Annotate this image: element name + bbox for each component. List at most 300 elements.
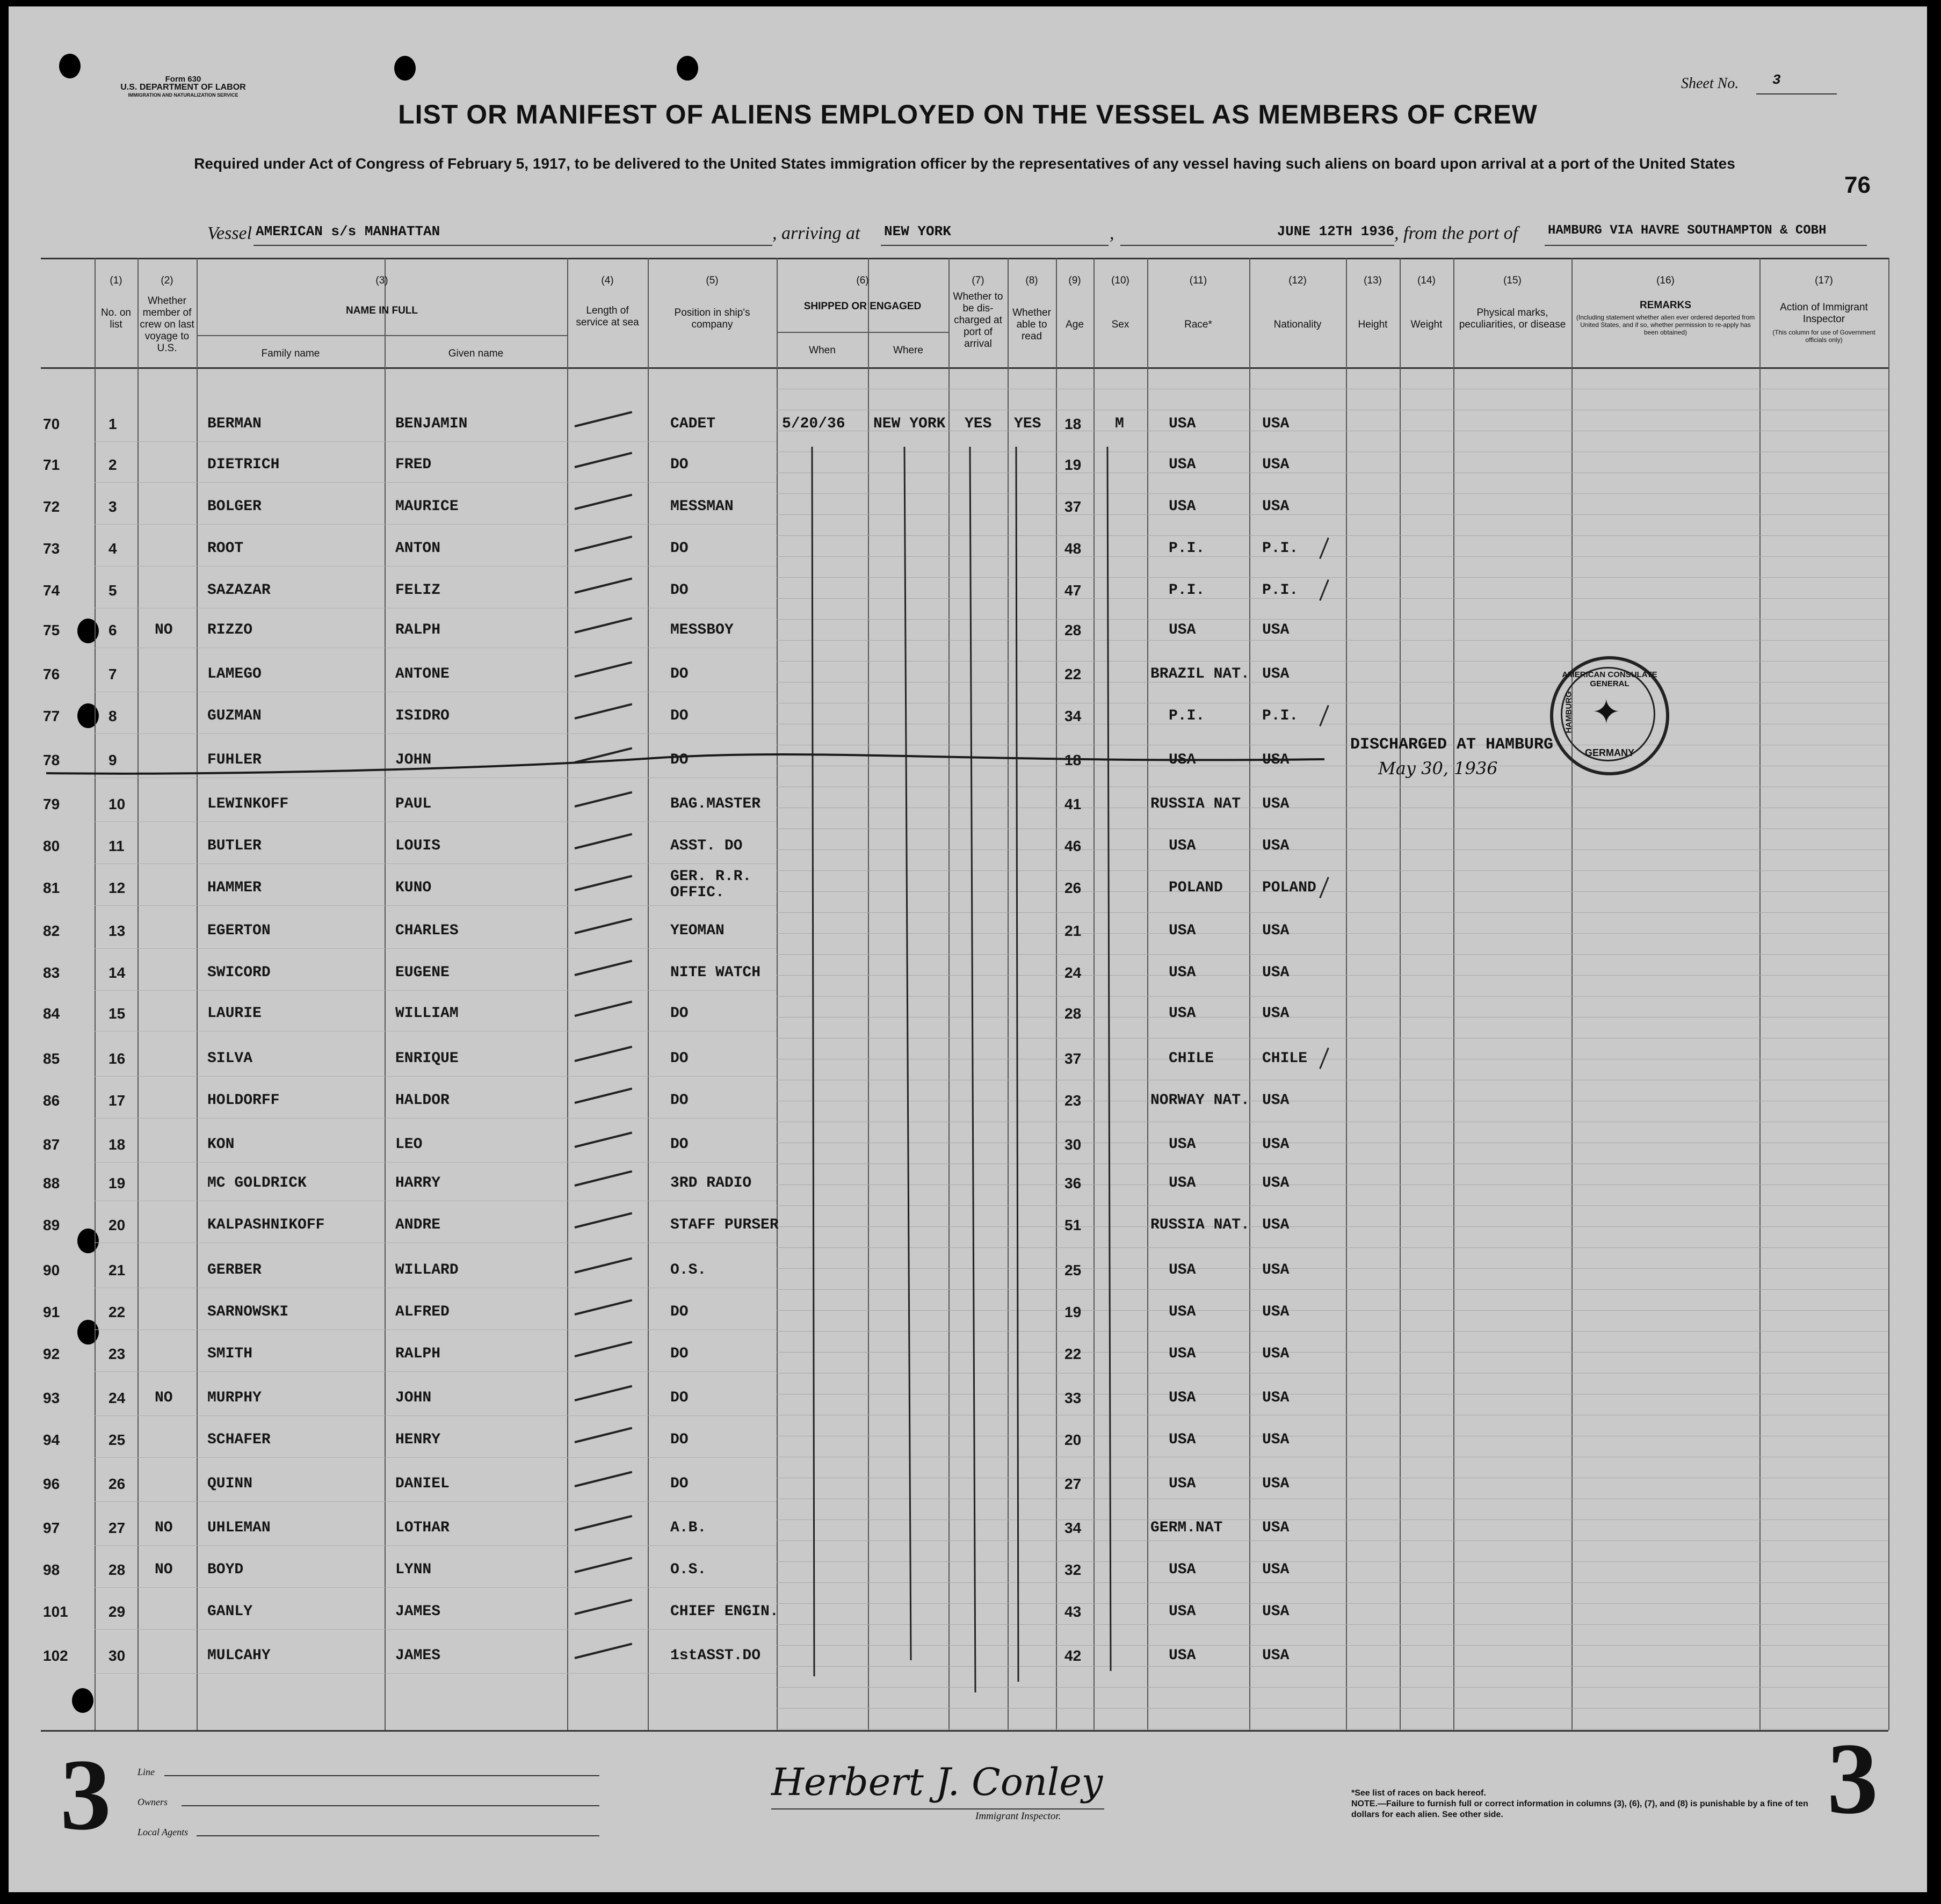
- stamp-text-top: AMERICAN CONSULATE GENERAL: [1562, 670, 1657, 688]
- inspector-label: Immigrant Inspector.: [975, 1811, 1061, 1822]
- col-num: (3): [375, 275, 388, 286]
- header-when: When: [809, 345, 836, 356]
- given-name-cell: RALPH: [395, 622, 441, 638]
- header-able-read: Whether able to read: [1012, 307, 1051, 342]
- list-number: 20: [108, 1217, 126, 1233]
- nationality-cell: USA: [1262, 1092, 1290, 1109]
- race-cell: USA: [1169, 1476, 1196, 1492]
- manifest-sheet: [9, 6, 1927, 1892]
- position-cell: MESSBOY: [670, 622, 734, 638]
- age-cell: 22: [1064, 666, 1082, 682]
- race-cell: USA: [1169, 416, 1196, 432]
- when-cell: 5/20/36: [782, 416, 845, 432]
- family-name-cell: GUZMAN: [207, 708, 262, 724]
- margin-number: 70: [43, 416, 60, 432]
- position-cell: DO: [670, 582, 689, 599]
- from-port: HAMBURG VIA HAVRE SOUTHAMPTON & COBH: [1548, 223, 1827, 238]
- header-action-note: (This column for use of Government officials only): [1772, 329, 1875, 344]
- margin-number: 92: [43, 1346, 60, 1362]
- race-cell: USA: [1169, 1175, 1196, 1191]
- stamp-text-left: HAMBURG: [1564, 691, 1574, 733]
- header-last-voyage: Whether member of crew on last voyage to U.S.: [140, 295, 194, 354]
- margin-number: 80: [43, 838, 60, 854]
- age-cell: 25: [1064, 1262, 1082, 1278]
- line-label: Line: [137, 1767, 155, 1777]
- age-cell: 41: [1064, 796, 1082, 812]
- position-cell: O.S.: [670, 1262, 707, 1278]
- given-name-cell: ANTON: [395, 540, 441, 557]
- race-cell: USA: [1169, 1304, 1196, 1320]
- header-no-on-list: No. on list: [101, 307, 131, 330]
- col-num: (4): [601, 275, 614, 286]
- margin-number: 101: [43, 1603, 68, 1620]
- department: U.S. DEPARTMENT OF LABOR: [120, 83, 246, 92]
- family-name-cell: BOLGER: [207, 498, 262, 515]
- last-voyage-cell: NO: [155, 1561, 173, 1578]
- list-number: 21: [108, 1262, 126, 1278]
- family-name-cell: UHLEMAN: [207, 1520, 271, 1536]
- from-label: , from the port of: [1394, 223, 1518, 243]
- position-cell: DO: [670, 1431, 689, 1448]
- age-cell: 42: [1064, 1647, 1082, 1664]
- family-name-cell: LAURIE: [207, 1005, 262, 1022]
- age-cell: 19: [1064, 456, 1082, 473]
- list-number: 6: [108, 622, 117, 638]
- family-name-cell: EGERTON: [207, 922, 271, 939]
- footer-notes: [1351, 1788, 1835, 1820]
- age-cell: 30: [1064, 1136, 1082, 1153]
- inspector-signature: Herbert J. Conley: [771, 1760, 1103, 1804]
- list-number: 29: [108, 1603, 126, 1620]
- given-name-cell: CHARLES: [395, 922, 459, 939]
- list-number: 1: [108, 416, 117, 432]
- nationality-cell: USA: [1262, 456, 1290, 473]
- header-race: Race*: [1184, 319, 1212, 330]
- margin-number: 102: [43, 1647, 68, 1664]
- margin-number: 84: [43, 1005, 60, 1022]
- last-voyage-cell: NO: [155, 622, 173, 638]
- nationality-cell: USA: [1262, 1217, 1290, 1233]
- arriving-port: NEW YORK: [884, 223, 951, 239]
- position-cell: CADET: [670, 416, 716, 432]
- nationality-cell: P.I.: [1262, 540, 1299, 557]
- margin-number: 75: [43, 622, 60, 638]
- header-action: Action of Immigrant Inspector: [1780, 302, 1868, 325]
- race-cell: USA: [1169, 752, 1196, 768]
- list-number: 5: [108, 582, 117, 599]
- big-sheet-number-left: 3: [60, 1739, 111, 1851]
- age-cell: 19: [1064, 1304, 1082, 1320]
- given-name-cell: LEO: [395, 1136, 423, 1153]
- margin-number: 77: [43, 708, 60, 724]
- nationality-cell: USA: [1262, 1647, 1290, 1664]
- discharged-cell: YES: [965, 416, 992, 432]
- age-cell: 27: [1064, 1476, 1082, 1492]
- given-name-cell: FELIZ: [395, 582, 441, 599]
- margin-number: 93: [43, 1390, 60, 1406]
- family-name-cell: KALPASHNIKOFF: [207, 1217, 325, 1233]
- margin-number: 98: [43, 1561, 60, 1578]
- given-name-cell: JAMES: [395, 1603, 441, 1620]
- family-name-cell: GANLY: [207, 1603, 253, 1620]
- position-cell: DO: [670, 1005, 689, 1022]
- margin-number: 85: [43, 1050, 60, 1067]
- col-num: (15): [1503, 275, 1522, 286]
- position-cell: DO: [670, 752, 689, 768]
- margin-number: 76: [43, 666, 60, 682]
- margin-number: 79: [43, 796, 60, 812]
- given-name-cell: WILLIAM: [395, 1005, 459, 1022]
- race-cell: USA: [1169, 1431, 1196, 1448]
- given-name-cell: PAUL: [395, 796, 432, 812]
- col-num: (6): [856, 275, 869, 286]
- position-cell: DO: [670, 540, 689, 557]
- position-cell: A.B.: [670, 1520, 707, 1536]
- nationality-cell: USA: [1262, 498, 1290, 515]
- col-num: (17): [1815, 275, 1833, 286]
- list-number: 11: [108, 838, 125, 854]
- given-name-cell: KUNO: [395, 880, 432, 896]
- age-cell: 37: [1064, 1050, 1082, 1067]
- race-cell: RUSSIA NAT: [1150, 796, 1241, 812]
- list-number: 19: [108, 1175, 126, 1191]
- race-cell: BRAZIL NAT.: [1150, 666, 1250, 682]
- given-name-cell: FRED: [395, 456, 432, 473]
- margin-number: 91: [43, 1304, 60, 1320]
- manifest-subtitle: Required under Act of Congress of February 5, 1917, to be delivered to the United States immigration officer by the representatives of any vessel having such aliens on board upon arrival at a port of the United States: [194, 155, 1735, 172]
- given-name-cell: ANDRE: [395, 1217, 441, 1233]
- nationality-cell: USA: [1262, 796, 1290, 812]
- col-num: (5): [706, 275, 719, 286]
- margin-number: 86: [43, 1092, 60, 1109]
- position-cell: YEOMAN: [670, 922, 725, 939]
- given-name-cell: LOTHAR: [395, 1520, 450, 1536]
- nationality-cell: USA: [1262, 1476, 1290, 1492]
- nationality-cell: USA: [1262, 1390, 1290, 1406]
- race-cell: USA: [1169, 1005, 1196, 1022]
- margin-number: 81: [43, 880, 60, 896]
- position-cell: NITE WATCH: [670, 964, 761, 981]
- header-weight: Weight: [1410, 319, 1443, 330]
- list-number: 14: [108, 964, 126, 981]
- given-name-cell: HENRY: [395, 1431, 441, 1448]
- read-cell: YES: [1014, 416, 1041, 432]
- header-name-in-full: NAME IN FULL: [345, 305, 418, 316]
- given-name-cell: BENJAMIN: [395, 416, 468, 432]
- race-cell: P.I.: [1169, 540, 1205, 557]
- given-name-cell: WILLARD: [395, 1262, 459, 1278]
- nationality-cell: USA: [1262, 1431, 1290, 1448]
- penalty-note: NOTE.—Failure to furnish full or correct information in columns (3), (6), (7), and (8) is punishable by a fine of ten dollars for each alien. See other side.: [1351, 1799, 1808, 1819]
- owners-label: Owners: [137, 1797, 168, 1807]
- family-name-cell: MURPHY: [207, 1390, 262, 1406]
- header-nationality: Nationality: [1273, 319, 1322, 330]
- position-cell: GER. R.R. OFFIC.: [670, 868, 752, 901]
- given-name-cell: ANTONE: [395, 666, 450, 682]
- age-cell: 21: [1064, 922, 1082, 939]
- race-cell: USA: [1169, 498, 1196, 515]
- eagle-icon: ✦: [1592, 693, 1621, 731]
- where-cell: NEW YORK: [873, 416, 946, 432]
- col-num: (7): [972, 275, 984, 286]
- position-cell: DO: [670, 1304, 689, 1320]
- given-name-cell: ISIDRO: [395, 708, 450, 724]
- header-remarks: REMARKS: [1639, 300, 1692, 311]
- age-cell: 20: [1064, 1431, 1082, 1448]
- race-cell: POLAND: [1169, 880, 1223, 896]
- nationality-cell: USA: [1262, 1304, 1290, 1320]
- consulate-stamp: [1550, 656, 1669, 775]
- list-number: 17: [108, 1092, 126, 1109]
- big-sheet-number-right: 3: [1827, 1723, 1878, 1835]
- nationality-cell: CHILE: [1262, 1050, 1308, 1067]
- vessel-line: Vessel AMERICAN s/s MANHATTAN , arriving at NEW YORK , JUNE 12TH 1936 , from the port of HAMBURG VIA HAVRE SOUTHAMPTON & COBH: [207, 223, 1872, 250]
- age-cell: 26: [1064, 880, 1082, 896]
- race-cell: USA: [1169, 838, 1196, 854]
- nationality-cell: P.I.: [1262, 582, 1299, 599]
- family-name-cell: ROOT: [207, 540, 244, 557]
- given-name-cell: DANIEL: [395, 1476, 450, 1492]
- family-name-cell: SAZAZAR: [207, 582, 271, 599]
- family-name-cell: SCHAFER: [207, 1431, 271, 1448]
- given-name-cell: HALDOR: [395, 1092, 450, 1109]
- race-cell: USA: [1169, 1262, 1196, 1278]
- list-number: 24: [108, 1390, 126, 1406]
- service: IMMIGRATION AND NATURALIZATION SERVICE: [128, 92, 238, 98]
- race-cell: USA: [1169, 964, 1196, 981]
- age-cell: 47: [1064, 582, 1082, 599]
- position-cell: DO: [670, 1390, 689, 1406]
- vessel-label: Vessel: [207, 223, 252, 243]
- race-cell: USA: [1169, 1561, 1196, 1578]
- nationality-cell: USA: [1262, 1603, 1290, 1620]
- family-name-cell: BOYD: [207, 1561, 244, 1578]
- col-num: (10): [1111, 275, 1129, 286]
- position-cell: MESSMAN: [670, 498, 734, 515]
- margin-number: 78: [43, 752, 60, 768]
- given-name-cell: LOUIS: [395, 838, 441, 854]
- race-cell: NORWAY NAT.: [1150, 1092, 1250, 1109]
- manifest-title: LIST OR MANIFEST OF ALIENS EMPLOYED ON THE VESSEL AS MEMBERS OF CREW: [398, 99, 1538, 129]
- family-name-cell: SWICORD: [207, 964, 271, 981]
- nationality-cell: USA: [1262, 1005, 1290, 1022]
- race-cell: USA: [1169, 1346, 1196, 1362]
- race-cell: USA: [1169, 456, 1196, 473]
- position-cell: DO: [670, 1136, 689, 1153]
- family-name-cell: QUINN: [207, 1476, 253, 1492]
- col-num: (12): [1288, 275, 1307, 286]
- family-name-cell: HAMMER: [207, 880, 262, 896]
- header-age: Age: [1066, 319, 1084, 330]
- family-name-cell: KON: [207, 1136, 235, 1153]
- given-name-cell: JOHN: [395, 1390, 432, 1406]
- list-number: 26: [108, 1476, 126, 1492]
- sex-cell: M: [1115, 416, 1124, 432]
- age-cell: 28: [1064, 622, 1082, 638]
- family-name-cell: BUTLER: [207, 838, 262, 854]
- age-cell: 34: [1064, 1520, 1082, 1536]
- position-cell: CHIEF ENGIN.: [670, 1603, 779, 1620]
- race-cell: USA: [1169, 1647, 1196, 1664]
- sheet-number: 3: [1772, 72, 1781, 88]
- arriving-label: , arriving at: [772, 223, 860, 243]
- race-cell: RUSSIA NAT.: [1150, 1217, 1250, 1233]
- margin-number: 71: [43, 456, 60, 473]
- position-cell: 1stASST.DO: [670, 1647, 761, 1664]
- list-number: 2: [108, 456, 117, 473]
- nationality-cell: USA: [1262, 1520, 1290, 1536]
- nationality-cell: USA: [1262, 964, 1290, 981]
- vessel-name: AMERICAN s/s MANHATTAN: [256, 223, 440, 239]
- last-voyage-cell: NO: [155, 1390, 173, 1406]
- strike-through: [9, 6, 1927, 1892]
- list-number: 23: [108, 1346, 126, 1362]
- position-cell: DO: [670, 456, 689, 473]
- margin-number: 83: [43, 964, 60, 981]
- list-number: 8: [108, 708, 117, 724]
- race-cell: CHILE: [1169, 1050, 1214, 1067]
- list-number: 16: [108, 1050, 126, 1067]
- position-cell: BAG.MASTER: [670, 796, 761, 812]
- list-number: 22: [108, 1304, 126, 1320]
- list-number: 13: [108, 922, 126, 939]
- position-cell: STAFF PURSER: [670, 1217, 779, 1233]
- header-shipped: SHIPPED OR ENGAGED: [803, 301, 922, 312]
- discharged-date: May 30, 1936: [1378, 758, 1498, 779]
- race-cell: P.I.: [1169, 582, 1205, 599]
- list-number: 15: [108, 1005, 126, 1022]
- family-name-cell: LAMEGO: [207, 666, 262, 682]
- family-name-cell: GERBER: [207, 1262, 262, 1278]
- family-name-cell: LEWINKOFF: [207, 796, 289, 812]
- list-number: 30: [108, 1647, 126, 1664]
- nationality-cell: P.I.: [1262, 708, 1299, 724]
- stamp-text-bottom: GERMANY: [1584, 747, 1634, 758]
- given-name-cell: EUGENE: [395, 964, 450, 981]
- race-cell: P.I.: [1169, 708, 1205, 724]
- age-cell: 48: [1064, 540, 1082, 557]
- nationality-cell: USA: [1262, 622, 1290, 638]
- header-family-name: Family name: [261, 348, 320, 359]
- list-number: 4: [108, 540, 117, 557]
- list-number: 27: [108, 1520, 126, 1536]
- margin-number: 89: [43, 1217, 60, 1233]
- age-cell: 32: [1064, 1561, 1082, 1578]
- age-cell: 22: [1064, 1346, 1082, 1362]
- col-num: (14): [1417, 275, 1436, 286]
- nationality-cell: USA: [1262, 922, 1290, 939]
- nationality-cell: USA: [1262, 416, 1290, 432]
- position-cell: DO: [670, 1092, 689, 1109]
- family-name-cell: SILVA: [207, 1050, 253, 1067]
- race-cell: USA: [1169, 622, 1196, 638]
- col-num: (11): [1189, 275, 1207, 286]
- given-name-cell: JOHN: [395, 752, 432, 768]
- nationality-cell: USA: [1262, 1346, 1290, 1362]
- nationality-cell: POLAND: [1262, 880, 1316, 896]
- position-cell: 3RD RADIO: [670, 1175, 752, 1191]
- position-cell: DO: [670, 1050, 689, 1067]
- list-number: 9: [108, 752, 117, 768]
- header-physical: Physical marks, peculiarities, or disease: [1459, 307, 1566, 330]
- race-cell: USA: [1169, 922, 1196, 939]
- page-number: 76: [1844, 172, 1871, 198]
- header-sex: Sex: [1111, 319, 1129, 330]
- position-cell: ASST. DO: [670, 838, 743, 854]
- given-name-cell: JAMES: [395, 1647, 441, 1664]
- header-position: Position in ship's company: [674, 307, 750, 330]
- family-name-cell: SARNOWSKI: [207, 1304, 289, 1320]
- position-cell: DO: [670, 708, 689, 724]
- col-num: (2): [161, 275, 173, 286]
- header-discharged: Whether to be dis-charged at port of arrival: [953, 291, 1003, 350]
- position-cell: DO: [670, 1476, 689, 1492]
- family-name-cell: DIETRICH: [207, 456, 280, 473]
- list-number: 10: [108, 796, 126, 812]
- list-number: 18: [108, 1136, 126, 1153]
- age-cell: 18: [1064, 752, 1082, 768]
- margin-number: 82: [43, 922, 60, 939]
- given-name-cell: ALFRED: [395, 1304, 450, 1320]
- age-cell: 43: [1064, 1603, 1082, 1620]
- arrival-date: JUNE 12TH 1936: [1277, 223, 1394, 239]
- margin-number: 72: [43, 498, 60, 515]
- header-given-name: Given name: [448, 348, 504, 359]
- header-length-service: Length of service at sea: [576, 305, 639, 328]
- margin-number: 96: [43, 1476, 60, 1492]
- position-cell: DO: [670, 666, 689, 682]
- col-num: (9): [1068, 275, 1081, 286]
- age-cell: 18: [1064, 416, 1082, 432]
- age-cell: 23: [1064, 1092, 1082, 1109]
- col-num: (13): [1364, 275, 1382, 286]
- age-cell: 37: [1064, 498, 1082, 515]
- given-name-cell: RALPH: [395, 1346, 441, 1362]
- age-cell: 33: [1064, 1390, 1082, 1406]
- position-cell: DO: [670, 1346, 689, 1362]
- position-cell: O.S.: [670, 1561, 707, 1578]
- age-cell: 28: [1064, 1005, 1082, 1022]
- margin-number: 94: [43, 1431, 60, 1448]
- local-agents-label: Local Agents: [137, 1827, 189, 1837]
- header-remarks-note: (Including statement whether alien ever ordered deported from United States, and if so, whether permission to re-apply has been obtained): [1576, 314, 1755, 336]
- header-where: Where: [893, 345, 923, 356]
- family-name-cell: RIZZO: [207, 622, 253, 638]
- nationality-cell: USA: [1262, 838, 1290, 854]
- nationality-cell: USA: [1262, 1136, 1290, 1153]
- list-number: 25: [108, 1431, 126, 1448]
- col-num: (16): [1656, 275, 1675, 286]
- age-cell: 36: [1064, 1175, 1082, 1191]
- col-num: (8): [1025, 275, 1038, 286]
- last-voyage-cell: NO: [155, 1520, 173, 1536]
- margin-number: 87: [43, 1136, 60, 1153]
- list-number: 3: [108, 498, 117, 515]
- discharged-note: DISCHARGED AT HAMBURG: [1350, 736, 1554, 754]
- race-cell: USA: [1169, 1390, 1196, 1406]
- given-name-cell: MAURICE: [395, 498, 459, 515]
- family-name-cell: HOLDORFF: [207, 1092, 280, 1109]
- margin-number: 88: [43, 1175, 60, 1191]
- nationality-cell: USA: [1262, 1561, 1290, 1578]
- given-name-cell: LYNN: [395, 1561, 432, 1578]
- nationality-cell: USA: [1262, 752, 1290, 768]
- col-num: (1): [110, 275, 122, 286]
- nationality-cell: USA: [1262, 1262, 1290, 1278]
- age-cell: 51: [1064, 1217, 1082, 1233]
- race-cell: USA: [1169, 1603, 1196, 1620]
- header-height: Height: [1358, 319, 1388, 330]
